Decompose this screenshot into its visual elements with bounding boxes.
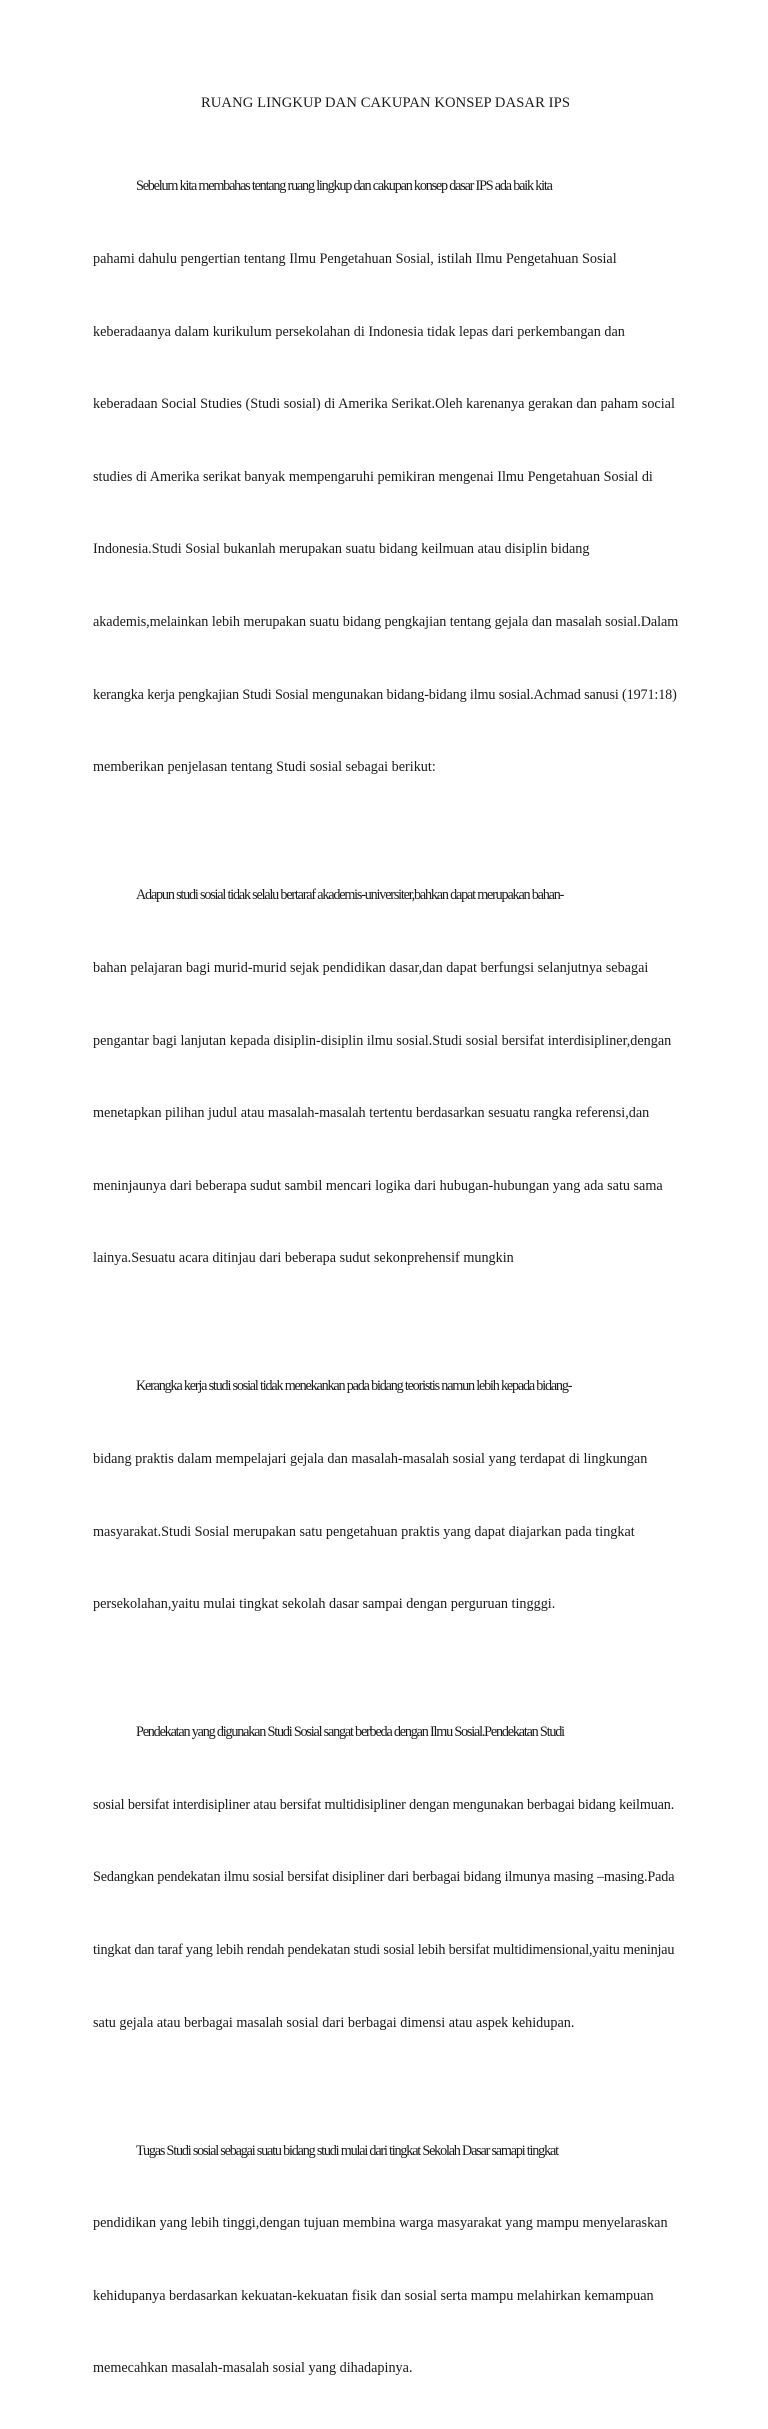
paragraph-line: sosial bersifat interdisipliner atau bersifat multidisipliner dengan mengunakan berbagai bidang keilmuan. [93,1796,675,1813]
paragraph-line: kerangka kerja pengkajian Studi Sosial mengunakan bidang-bidang ilmu sosial.Achmad sanusi (1971:18) [93,686,677,703]
paragraph-line: meninjaunya dari beberapa sudut sambil mencari logika dari hubugan-hubungan yang ada satu sama [93,1177,663,1194]
paragraph-line: bidang praktis dalam mempelajari gejala dan masalah-masalah sosial yang terdapat di lingkungan [93,1450,648,1467]
paragraph-line: masyarakat.Studi Sosial merupakan satu pengetahuan praktis yang dapat diajarkan pada tingkat [93,1523,635,1540]
paragraph-line: bahan pelajaran bagi murid-murid sejak pendidikan dasar,dan dapat berfungsi selanjutnya sebagai [93,959,649,976]
paragraph-line: tingkat dan taraf yang lebih rendah pendekatan studi sosial lebih bersifat multidimensional,yaitu meninjau [93,1942,675,1959]
paragraph-line: pengantar bagi lanjutan kepada disiplin-disiplin ilmu sosial.Studi sosial bersifat interdisipliner,dengan [93,1032,672,1049]
paragraph-2 [93,835,678,1319]
paragraph-line: Indonesia.Studi Sosial bukanlah merupakan suatu bidang keilmuan atau disiplin bidang [93,541,590,558]
paragraph-5 [93,2090,678,2429]
paragraph-line: pahami dahulu pengertian tentang Ilmu Pengetahuan Sosial, istilah Ilmu Pengetahuan Sosial [93,251,617,268]
paragraph-3 [93,1326,678,1665]
paragraph-line: Pendekatan yang digunakan Studi Sosial sangat berbeda dengan Ilmu Sosial.Pendekatan Studi [136,1724,564,1741]
paragraph-line: Adapun studi sosial tidak selalu bertaraf akademis-universiter,bahkan dapat merupakan bahan- [136,887,564,904]
paragraph-line: keberadaan Social Studies (Studi sosial) di Amerika Serikat.Oleh karenanya gerakan dan paham social [93,396,675,413]
paragraph-line: studies di Amerika serikat banyak mempengaruhi pemikiran mengenai Ilmu Pengetahuan Sosial di [93,468,653,485]
paragraph-line: satu gejala atau berbagai masalah sosial dari berbagai dimensi atau aspek kehidupan. [93,2014,575,2031]
paragraph-line: pendidikan yang lebih tinggi,dengan tujuan membina warga masyarakat yang mampu menyelaraskan [93,2215,668,2232]
paragraph-line: menetapkan pilihan judul atau masalah-masalah tertentu berdasarkan sesuatu rangka referensi,dan [93,1105,650,1122]
paragraph-line: keberadaanya dalam kurikulum persekolahan di Indonesia tidak lepas dari perkembangan dan [93,323,625,340]
paragraph-line: lainya.Sesuatu acara ditinjau dari beberapa sudut sekonprehensif mungkin [93,1250,514,1267]
paragraph-1 [93,126,678,828]
paragraph-line: memecahkan masalah-masalah sosial yang dihadapinya. [93,2360,413,2377]
paragraph-line: Sebelum kita membahas tentang ruang lingkup dan cakupan konsep dasar IPS ada baik kita [136,178,552,195]
paragraph-line: kehidupanya berdasarkan kekuatan-kekuatan fisik dan sosial serta mampu melahirkan kemampuan [93,2287,654,2304]
paragraph-line: akademis,melainkan lebih merupakan suatu bidang pengkajian tentang gejala dan masalah sosial.Dalam [93,614,679,631]
paragraph-line: Kerangka kerja studi sosial tidak menekankan pada bidang teoristis namun lebih kepada bidang- [136,1378,572,1395]
paragraph-line: Tugas Studi sosial sebagai suatu bidang studi mulai dari tingkat Sekolah Dasar samapi tingkat [136,2142,558,2159]
paragraph-line: Sedangkan pendekatan ilmu sosial bersifat disipliner dari berbagai bidang ilmunya masing –masing.Pada [93,1869,675,1886]
paragraph-line: persekolahan,yaitu mulai tingkat sekolah dasar sampai dengan perguruan tingggi. [93,1596,556,1613]
document-title: RUANG LINGKUP DAN CAKUPAN KONSEP DASAR IPS [200,95,571,111]
paragraph-line: memberikan penjelasan tentang Studi sosial sebagai berikut: [93,759,436,776]
paragraph-4 [93,1672,678,2083]
